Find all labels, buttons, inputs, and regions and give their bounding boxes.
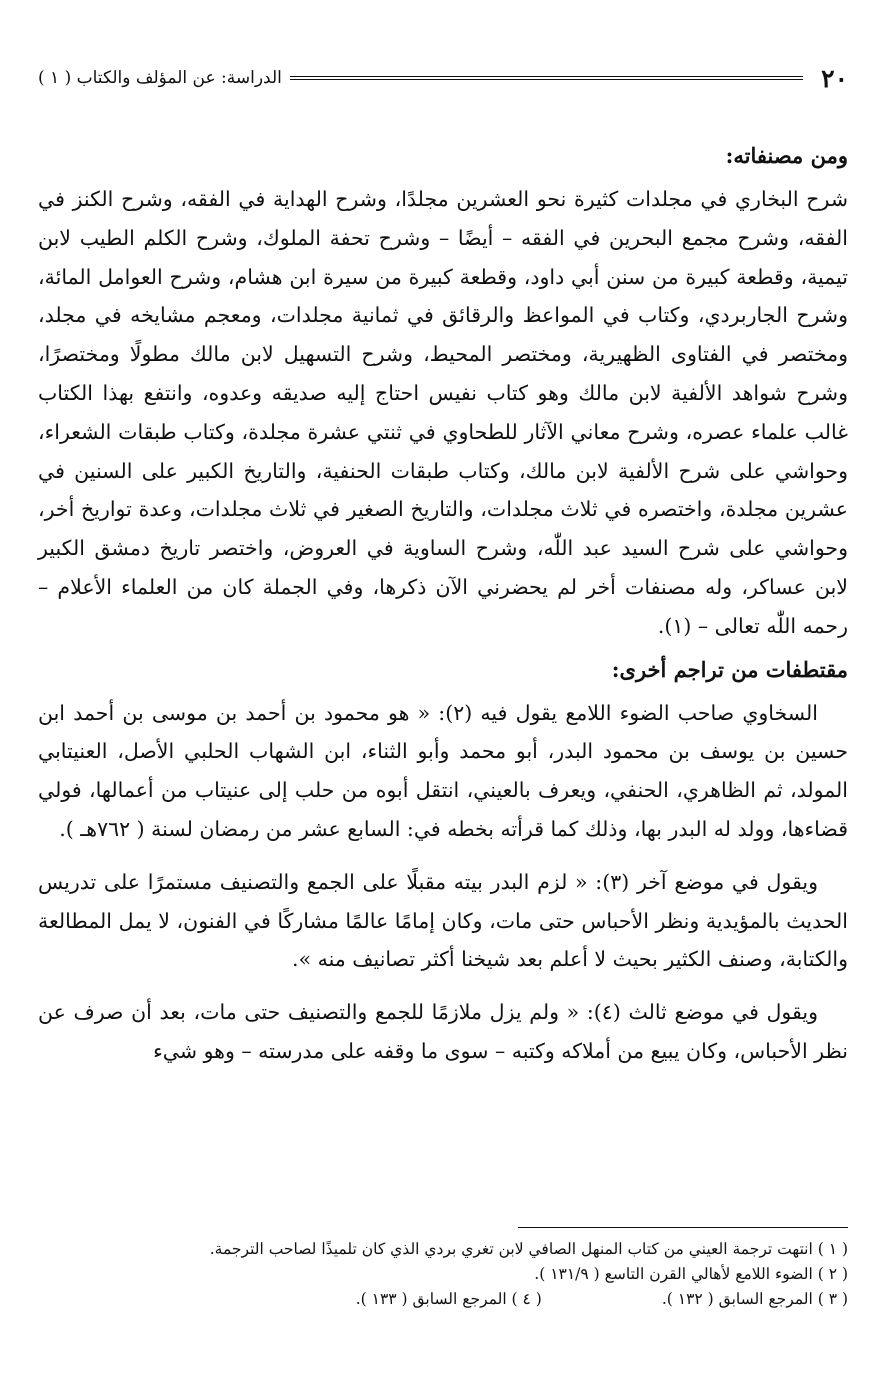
main-text	[38, 138, 848, 1071]
page-header	[38, 60, 848, 96]
page-number: ٢٠	[821, 63, 848, 93]
excerpt-paragraph: ويقول في موضع ثالث (٤): « ولم يزل ملازمًا للجمع والتصنيف حتى مات، بعد أن صرف عن نظر الأحباس، وكان يبيع من أملاكه وكتبه – سوى ما وقفه على مدرسته – وهو شيء	[38, 1000, 848, 1063]
section-heading-works: ومن مصنفاته:	[725, 143, 848, 168]
document-page	[38, 60, 848, 1360]
section-heading-excerpts: مقتطفات من تراجم أخرى:	[611, 656, 848, 682]
footnotes	[38, 1237, 848, 1312]
excerpt-paragraph: ويقول في موضع آخر (٣): « لزم البدر بيته مقبلًا على الجمع والتصنيف مستمرًا على تدريس الحديث بالمؤيدية ونظر الأحباس حتى مات، وكان إمامًا عالمًا مشاركًا في الفنون، لا يمل المطالعة والكتابة، وصنف الكثير بحيث لا أعلم بعد شيخنا أكثر تصانيف منه ».	[38, 869, 848, 972]
footnote-4: ( ٤ ) المرجع السابق ( ١٣٣ ).	[355, 1290, 542, 1308]
footnote-1: ( ١ ) انتهت ترجمة العيني من كتاب المنهل الصافي لابن تغري بردي الذي كان تلميذًا لصاحب الترجمة.	[209, 1240, 848, 1258]
footnote-3: ( ٣ ) المرجع السابق ( ١٣٢ ).	[661, 1290, 848, 1308]
running-title: الدراسة: عن المؤلف والكتاب ( ١ )	[38, 68, 282, 88]
footnote-2: ( ٢ ) الضوء اللامع لأهالي القرن التاسع ( ١٣١/٩ ).	[534, 1265, 848, 1283]
excerpt-paragraph: السخاوي صاحب الضوء اللامع يقول فيه (٢): « هو محمود بن أحمد بن موسى بن أحمد ابن حسين بن يوسف بن محمود البدر، أبو محمد وأبو الثناء، ابن الشهاب الحلبي الأصل، العنيتابي المولد، ثم الظاهري، الحنفي، ويعرف بالعيني، انتقل أبوه من حلب إلى عنيتاب من أعمالها، فولي قضاءها، وولد له البدر بها، وذلك كما قرأته بخطه في: السابع عشر من رمضان لسنة ( ٧٦٢هـ ).	[38, 700, 848, 841]
footnote-rule	[518, 1227, 848, 1228]
header-rule	[290, 76, 803, 80]
works-paragraph: شرح البخاري في مجلدات كثيرة نحو العشرين مجلدًا، وشرح الهداية في الفقه، وشرح الكنز في الفقه، وشرح مجمع البحرين في الفقه – أيضًا – وشرح تحفة الملوك، وشرح الكلم الطيب لابن تيمية، وقطعة كبيرة من سنن أبي داود، وقطعة كبيرة من سيرة ابن هشام، وشرح العوامل المائة، وشرح الجاربردي، وكتاب في المواعظ والرقائق في ثمانية مجلدات، ومعجم مشايخه في مجلد، ومختصر في الفتاوى الظهيرية، ومختصر المحيط، وشرح التسهيل لابن مالك مطولًا ومختصرًا، وشرح شواهد الألفية لابن مالك وهو كتاب نفيس احتاج إليه صديقه وعدوه، وانتفع بهذا الكتاب غالب علماء عصره، وشرح معاني الآثار للطحاوي في ثنتي عشرة مجلدة، وكتاب طبقات الشعراء، وحواشي على شرح الألفية لابن مالك، وكتاب طبقات الحنفية، والتاريخ الكبير على السنين في عشرين مجلدة، واختصره في ثلاث مجلدات، والتاريخ الصغير في ثلاث مجلدات، وعدة تواريخ أخر، وحواشي على شرح السيد عبد اللّٰه، وشرح الساوية في العروض، واختصر تاريخ دمشق الكبير لابن عساكر، وله مصنفات أخر لم يحضرني الآن ذكرها، وفي الجملة كان من العلماء الأعلام – رحمه اللّٰه تعالى – (١).	[38, 187, 848, 638]
